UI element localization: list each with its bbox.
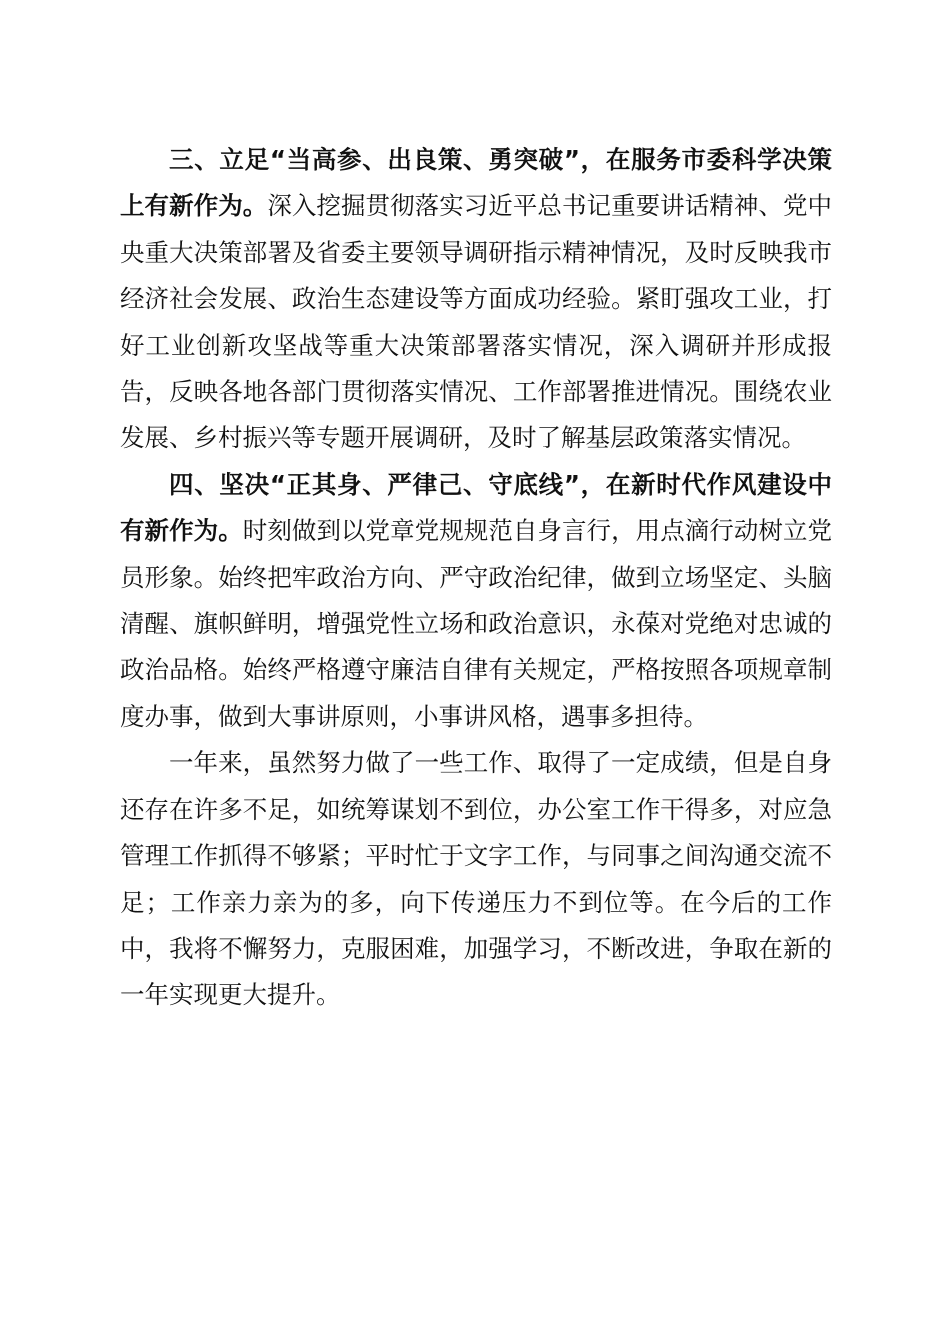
paragraph-summary xyxy=(120,740,832,1018)
section-heading-three: 三、立足“当高参、出良策、勇突破”，在服务市委科学决策上有新作为。 xyxy=(120,145,832,221)
paragraph-body-four: 时刻做到以党章党规规范自身言行，用点滴行动树立党员形象。始终把牢政治方向、严守政治纪律，做到立场坚定、头脑清醒、旗帜鲜明，增强党性立场和政治意识，永葆对党绝对忠诚的政治品格。始终严格遵守廉洁自律有关规定，严格按照各项规章制度办事，做到大事讲原则，小事讲风格，遇事多担待。 xyxy=(120,516,833,731)
paragraph-section-three xyxy=(120,137,832,462)
document-page xyxy=(120,137,832,1019)
section-heading-four: 四、坚决“正其身、严律己、守底线”，在新时代作风建设中有新作为。 xyxy=(120,469,832,546)
paragraph-section-four xyxy=(120,462,832,740)
paragraph-body-summary: 一年来，虽然努力做了一些工作、取得了一定成绩，但是自身还存在许多不足，如统筹谋划不到位，办公室工作干得多，对应急管理工作抓得不够紧；平时忙于文字工作，与同事之间沟通交流不足；工作亲力亲为的多，向下传递压力不到位等。在今后的工作中，我将不懈努力，克服困难，加强学习，不断改进，争取在新的一年实现更大提升。 xyxy=(120,748,832,1010)
paragraph-body-three: 深入挖掘贯彻落实习近平总书记重要讲话精神、党中央重大决策部署及省委主要领导调研指示精神情况，及时反映我市经济社会发展、政治生态建设等方面成功经验。紧盯强攻工业，打好工业创新攻坚战等重大决策部署落实情况，深入调研并形成报告，反映各地各部门贯彻落实情况、工作部署推进情况。围绕农业发展、乡村振兴等专题开展调研，及时了解基层政策落实情况。 xyxy=(120,191,833,453)
